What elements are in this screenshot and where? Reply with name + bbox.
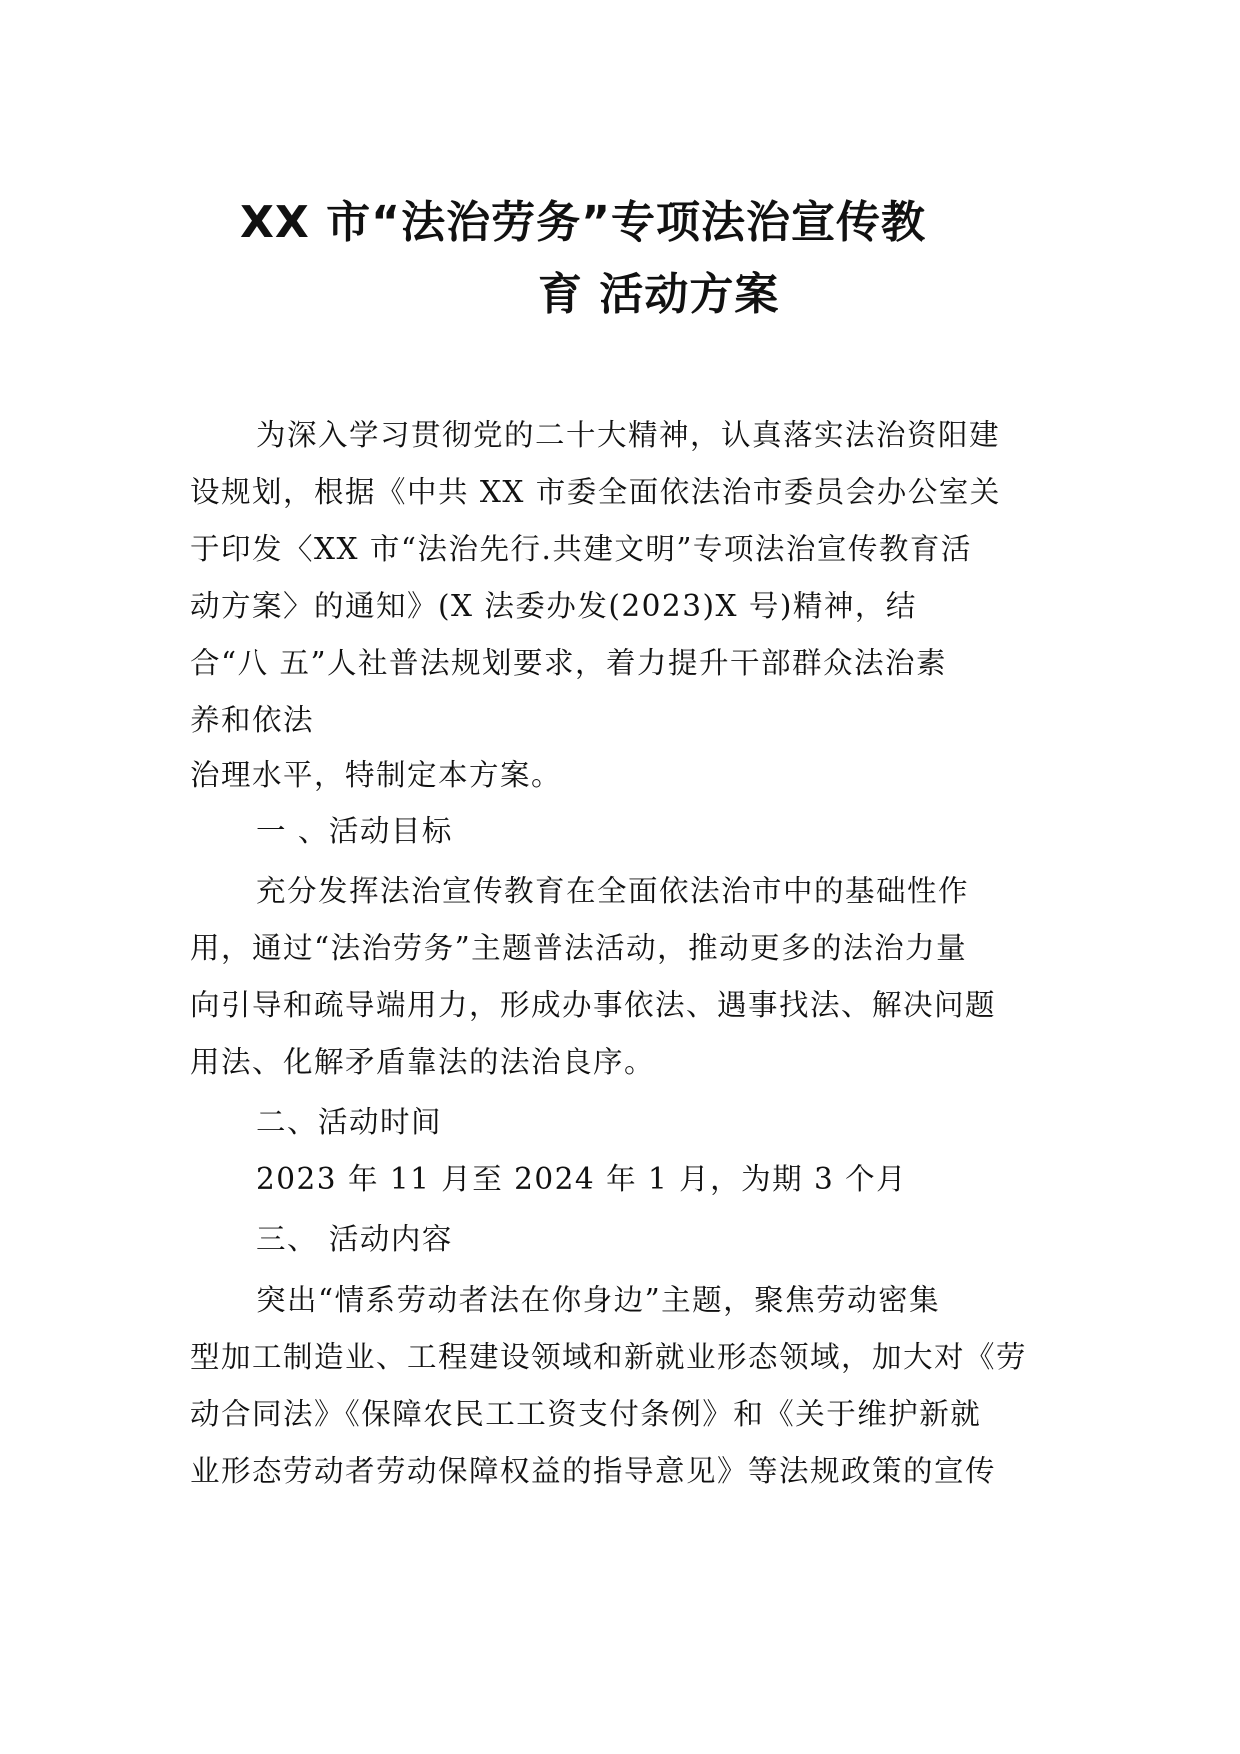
paragraph-content-line-3: 动合同法》《保障农民工工资支付条例》和《关于维护新就: [190, 1397, 982, 1431]
paragraph-intro-line-6: 养和依法: [190, 703, 315, 737]
paragraph-intro-line-4: 动方案〉的通知》(X 法委办发(2023)X 号)精神，结: [190, 589, 917, 623]
section-heading-goals: 一 、活动目标: [256, 814, 453, 848]
paragraph-intro-line-7: 治理水平，特制定本方案。: [190, 758, 563, 792]
paragraph-goals-line-1: 充分发挥法治宣传教育在全面依法治市中的基础性作: [256, 874, 970, 908]
paragraph-content-line-4: 业形态劳动者劳动保障权益的指导意见》等法规政策的宣传: [190, 1454, 997, 1488]
paragraph-goals-line-2: 用，通过“法治劳务”主题普法活动，推动更多的法治力量: [190, 931, 968, 965]
paragraph-time: 2023 年 11 月至 2024 年 1 月，为期 3 个月: [256, 1162, 908, 1196]
paragraph-goals-line-3: 向引导和疏导端用力，形成办事依法、遇事找法、解决问题: [190, 988, 997, 1022]
paragraph-intro-line-5: 合“八 五”人社普法规划要求，着力提升干部群众法治素: [190, 646, 948, 680]
paragraph-content-line-2: 型加工制造业、工程建设领域和新就业形态领域，加大对《劳: [190, 1340, 1028, 1374]
document-title-line-1: XX 市“法治劳务”专项法治宣传教: [240, 197, 927, 248]
section-heading-content: 三、 活动内容: [256, 1222, 453, 1256]
paragraph-intro-line-3: 于印发〈XX 市“法治先行.共建文明”专项法治宣传教育活: [190, 532, 972, 566]
section-heading-time: 二、活动时间: [256, 1105, 443, 1139]
paragraph-goals-line-4: 用法、化解矛盾靠法的法治良序。: [190, 1045, 656, 1079]
paragraph-intro-line-2: 设规划，根据《中共 XX 市委全面依法治市委员会办公室关: [190, 475, 1001, 509]
paragraph-intro-line-1: 为深入学习贯彻党的二十大精神，认真落实法治资阳建: [256, 418, 1001, 452]
paragraph-content-line-1: 突出“情系劳动者法在你身边”主题，聚焦劳动密集: [256, 1283, 941, 1317]
document-title-line-2: 育 活动方案: [538, 269, 780, 320]
